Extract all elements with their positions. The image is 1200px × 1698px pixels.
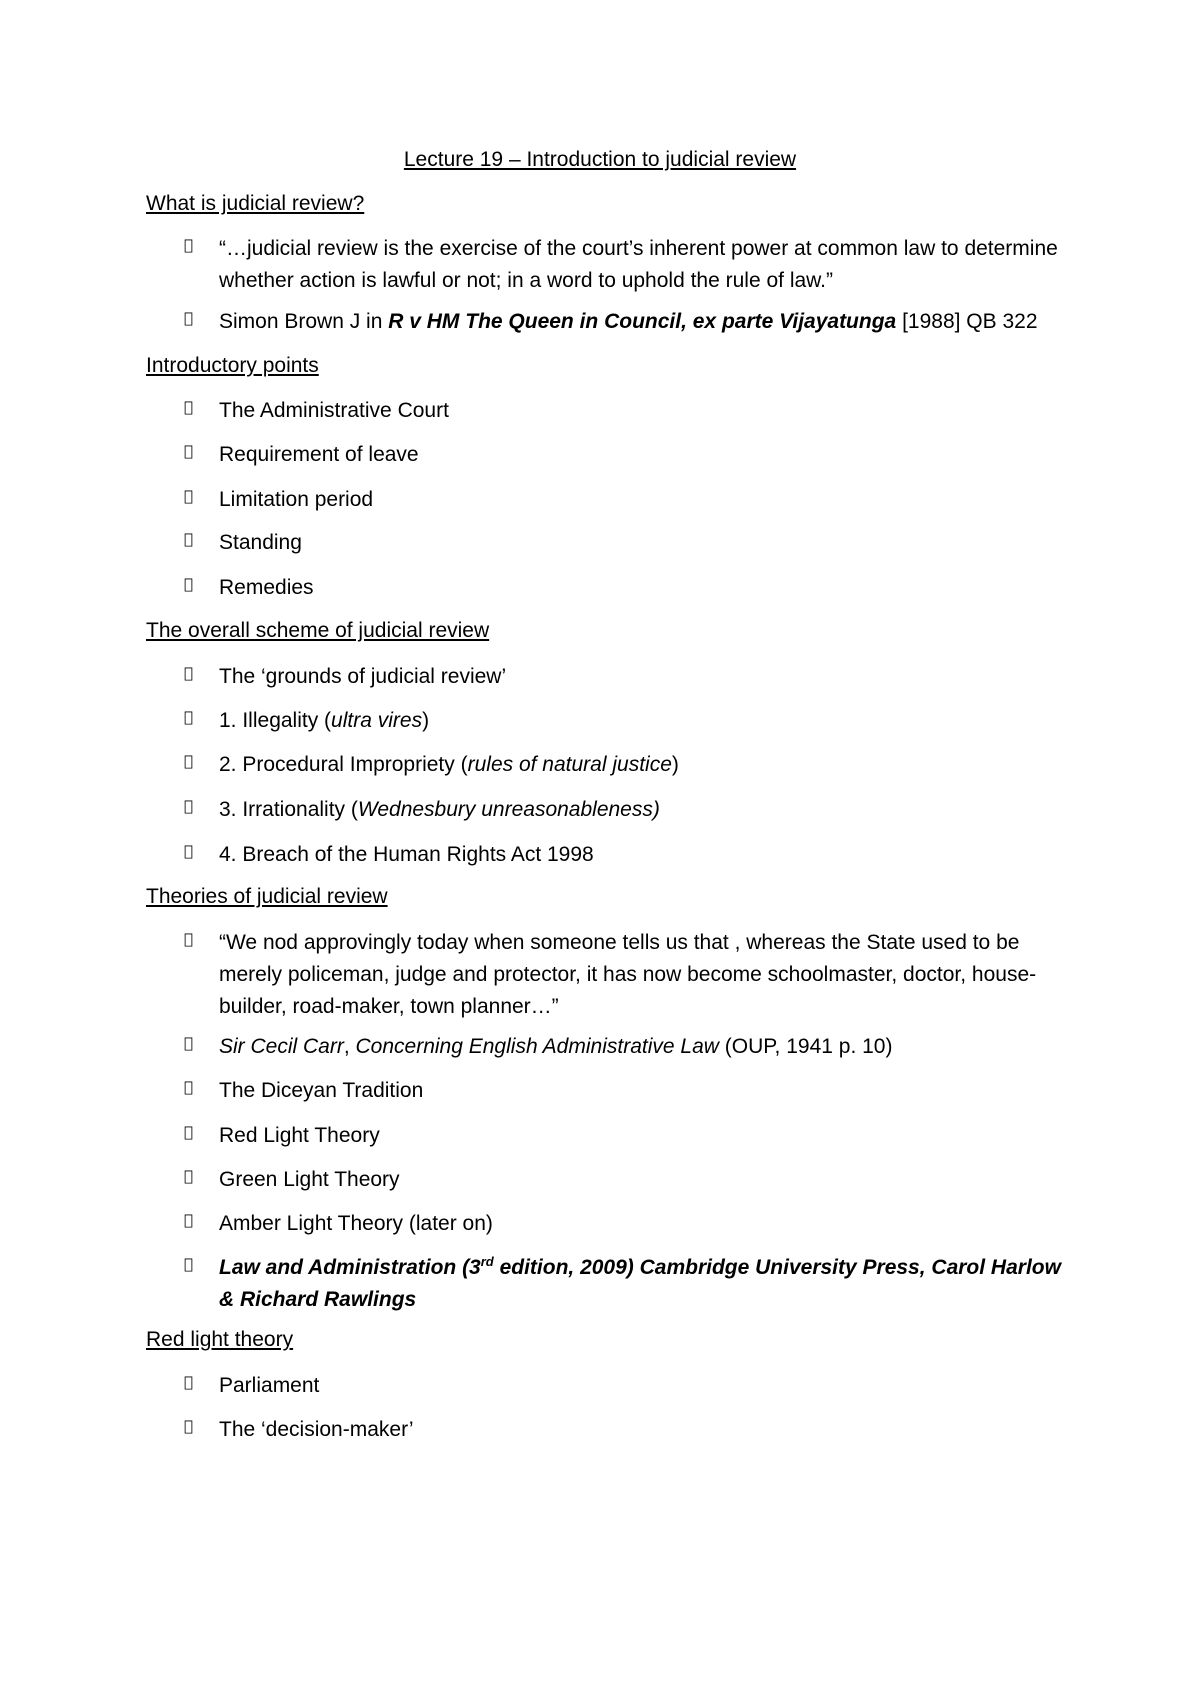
list-item: Requirement of leave: [184, 439, 1064, 471]
list-item: Amber Light Theory (later on): [184, 1208, 1064, 1240]
heading-red-light-theory: Red light theory: [146, 1328, 294, 1351]
citation-report: [1988] QB 322: [896, 310, 1038, 333]
heading-what-is-judicial-review: What is judicial review?: [146, 192, 365, 215]
bullet-icon: [184, 439, 200, 463]
list-item: The Diceyan Tradition: [184, 1075, 1064, 1107]
bullet-icon: [184, 1120, 200, 1144]
list-item: 4. Breach of the Human Rights Act 1998: [184, 839, 1064, 871]
quote-text: “We nod approvingly today when someone tells us that , whereas the State used to be merely policeman, judge and protector, it has now become schoolmaster, doctor, house-builder, road-maker, town planner…”: [219, 931, 1037, 1018]
bullet-icon: [184, 794, 200, 818]
heading-theories: Theories of judicial review: [146, 885, 388, 908]
heading-introductory-points: Introductory points: [146, 354, 319, 377]
list-item: 1. Illegality (ultra vires): [184, 705, 1064, 737]
bullet-icon: [184, 1414, 200, 1438]
list-item: 3. Irrationality (Wednesbury unreasonableness): [184, 794, 1064, 826]
list-item: Parliament: [184, 1370, 1064, 1402]
bullet-icon: [184, 927, 200, 951]
list-item: [184, 306, 1064, 338]
list-item: [184, 1252, 1064, 1316]
list-item: The ‘decision-maker’: [184, 1414, 1064, 1446]
bullet-icon: [184, 1208, 200, 1232]
list-item: Green Light Theory: [184, 1164, 1064, 1196]
list-item: Remedies: [184, 572, 1064, 604]
heading-overall-scheme: The overall scheme of judicial review: [146, 619, 490, 642]
citation-case-name: R v HM The Queen in Council, ex parte Vijayatunga: [388, 310, 897, 333]
list-item: Sir Cecil Carr, Concerning English Administrative Law (OUP, 1941 p. 10): [184, 1031, 1064, 1063]
list-item: [184, 233, 1064, 297]
list-item: The Administrative Court: [184, 395, 1064, 427]
bullet-icon: [184, 395, 200, 419]
bullet-icon: [184, 1164, 200, 1188]
bullet-icon: [184, 233, 200, 257]
bullet-icon: [184, 661, 200, 685]
list-item: 2. Procedural Impropriety (rules of natural justice): [184, 749, 1064, 781]
citation-judge: Simon Brown J in: [219, 310, 389, 333]
bullet-icon: [184, 1370, 200, 1394]
reference-text: Law and Administration (3rd edition, 2009) Cambridge University Press, Carol Harlow & Richard Rawlings: [219, 1254, 1061, 1311]
bullet-icon: [184, 306, 200, 330]
bullet-icon: [184, 572, 200, 596]
bullet-icon: [184, 749, 200, 773]
list-item: The ‘grounds of judicial review’: [184, 661, 1064, 693]
quote-text: “…judicial review is the exercise of the court’s inherent power at common law to determine whether action is lawful or not; in a word to uphold the rule of law.”: [219, 237, 1058, 292]
bullet-icon: [184, 1075, 200, 1099]
bullet-icon: [184, 839, 200, 863]
bullet-icon: [184, 705, 200, 729]
bullet-icon: [184, 1252, 200, 1276]
list-item: Red Light Theory: [184, 1120, 1064, 1152]
bullet-icon: [184, 1031, 200, 1055]
lecture-title: Lecture 19 – Introduction to judicial review: [403, 148, 797, 171]
bullet-icon: [184, 484, 200, 508]
list-item: Limitation period: [184, 484, 1064, 516]
bullet-icon: [184, 527, 200, 551]
list-item: [184, 927, 1064, 1023]
list-item: Standing: [184, 527, 1064, 559]
